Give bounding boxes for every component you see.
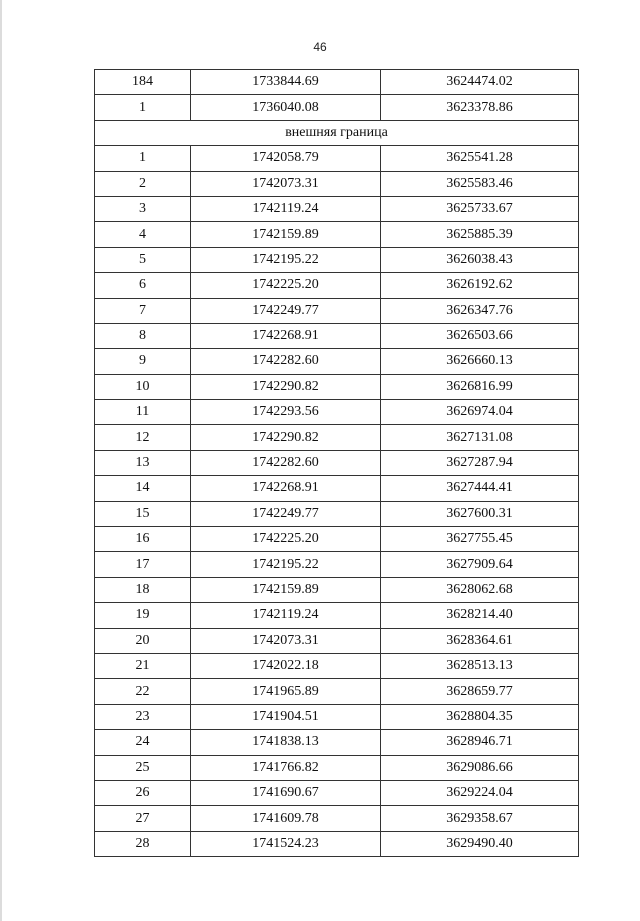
point-number-cell: 14	[95, 476, 191, 501]
x-coordinate-cell: 1741690.67	[191, 780, 381, 805]
x-coordinate-cell: 1736040.08	[191, 95, 381, 120]
table-row	[95, 730, 579, 755]
point-number-cell: 5	[95, 247, 191, 272]
point-number-cell: 10	[95, 374, 191, 399]
table-row	[95, 95, 579, 120]
point-number-cell: 15	[95, 501, 191, 526]
y-coordinate-cell: 3626660.13	[381, 349, 579, 374]
point-number-cell: 4	[95, 222, 191, 247]
y-coordinate-cell: 3625885.39	[381, 222, 579, 247]
x-coordinate-cell: 1741524.23	[191, 831, 381, 856]
y-coordinate-cell: 3625541.28	[381, 146, 579, 171]
y-coordinate-cell: 3627131.08	[381, 425, 579, 450]
x-coordinate-cell: 1742290.82	[191, 425, 381, 450]
table-row	[95, 780, 579, 805]
x-coordinate-cell: 1742195.22	[191, 552, 381, 577]
scan-edge	[0, 0, 2, 921]
table-row	[95, 501, 579, 526]
table-row	[95, 552, 579, 577]
point-number-cell: 13	[95, 450, 191, 475]
point-number-cell: 24	[95, 730, 191, 755]
table-row	[95, 400, 579, 425]
x-coordinate-cell: 1742282.60	[191, 450, 381, 475]
page-number: 46	[313, 40, 327, 54]
y-coordinate-cell: 3628364.61	[381, 628, 579, 653]
point-number-cell: 23	[95, 704, 191, 729]
y-coordinate-cell: 3626038.43	[381, 247, 579, 272]
point-number-cell: 9	[95, 349, 191, 374]
point-number-cell: 7	[95, 298, 191, 323]
x-coordinate-cell: 1742022.18	[191, 653, 381, 678]
x-coordinate-cell: 1741838.13	[191, 730, 381, 755]
coordinates-table	[94, 69, 579, 857]
y-coordinate-cell: 3629224.04	[381, 780, 579, 805]
y-coordinate-cell: 3628804.35	[381, 704, 579, 729]
y-coordinate-cell: 3626816.99	[381, 374, 579, 399]
x-coordinate-cell: 1742159.89	[191, 222, 381, 247]
point-number-cell: 2	[95, 171, 191, 196]
table-row	[95, 527, 579, 552]
y-coordinate-cell: 3628659.77	[381, 679, 579, 704]
table-row	[95, 628, 579, 653]
point-number-cell: 28	[95, 831, 191, 856]
table-row	[95, 273, 579, 298]
y-coordinate-cell: 3627287.94	[381, 450, 579, 475]
table-row	[95, 349, 579, 374]
point-number-cell: 1	[95, 95, 191, 120]
x-coordinate-cell: 1742073.31	[191, 628, 381, 653]
table-row	[95, 171, 579, 196]
point-number-cell: 8	[95, 323, 191, 348]
point-number-cell: 1	[95, 146, 191, 171]
y-coordinate-cell: 3628214.40	[381, 603, 579, 628]
table-row	[95, 70, 579, 95]
table-row	[95, 653, 579, 678]
table-row	[95, 679, 579, 704]
x-coordinate-cell: 1742249.77	[191, 298, 381, 323]
x-coordinate-cell: 1742293.56	[191, 400, 381, 425]
table-row	[95, 323, 579, 348]
y-coordinate-cell: 3625733.67	[381, 196, 579, 221]
y-coordinate-cell: 3629490.40	[381, 831, 579, 856]
x-coordinate-cell: 1742058.79	[191, 146, 381, 171]
point-number-cell: 11	[95, 400, 191, 425]
table-row	[95, 374, 579, 399]
point-number-cell: 3	[95, 196, 191, 221]
x-coordinate-cell: 1742225.20	[191, 273, 381, 298]
table-row	[95, 196, 579, 221]
x-coordinate-cell: 1742249.77	[191, 501, 381, 526]
x-coordinate-cell: 1742119.24	[191, 196, 381, 221]
table-row	[95, 755, 579, 780]
table-row	[95, 577, 579, 602]
section-row	[95, 120, 579, 145]
point-number-cell: 184	[95, 70, 191, 95]
point-number-cell: 26	[95, 780, 191, 805]
y-coordinate-cell: 3629358.67	[381, 806, 579, 831]
table-row	[95, 806, 579, 831]
x-coordinate-cell: 1742290.82	[191, 374, 381, 399]
x-coordinate-cell: 1742282.60	[191, 349, 381, 374]
x-coordinate-cell: 1741766.82	[191, 755, 381, 780]
y-coordinate-cell: 3627909.64	[381, 552, 579, 577]
x-coordinate-cell: 1742159.89	[191, 577, 381, 602]
point-number-cell: 20	[95, 628, 191, 653]
x-coordinate-cell: 1742195.22	[191, 247, 381, 272]
coordinates-table-body	[95, 70, 579, 857]
x-coordinate-cell: 1742119.24	[191, 603, 381, 628]
point-number-cell: 17	[95, 552, 191, 577]
x-coordinate-cell: 1742268.91	[191, 323, 381, 348]
y-coordinate-cell: 3627600.31	[381, 501, 579, 526]
y-coordinate-cell: 3624474.02	[381, 70, 579, 95]
point-number-cell: 18	[95, 577, 191, 602]
table-row	[95, 831, 579, 856]
y-coordinate-cell: 3625583.46	[381, 171, 579, 196]
y-coordinate-cell: 3626192.62	[381, 273, 579, 298]
point-number-cell: 16	[95, 527, 191, 552]
y-coordinate-cell: 3626974.04	[381, 400, 579, 425]
table-row	[95, 247, 579, 272]
point-number-cell: 25	[95, 755, 191, 780]
y-coordinate-cell: 3627755.45	[381, 527, 579, 552]
table-row	[95, 603, 579, 628]
point-number-cell: 27	[95, 806, 191, 831]
table-row	[95, 704, 579, 729]
x-coordinate-cell: 1741609.78	[191, 806, 381, 831]
table-row	[95, 425, 579, 450]
point-number-cell: 19	[95, 603, 191, 628]
y-coordinate-cell: 3628062.68	[381, 577, 579, 602]
point-number-cell: 6	[95, 273, 191, 298]
x-coordinate-cell: 1741965.89	[191, 679, 381, 704]
x-coordinate-cell: 1742073.31	[191, 171, 381, 196]
table-row	[95, 298, 579, 323]
y-coordinate-cell: 3628513.13	[381, 653, 579, 678]
y-coordinate-cell: 3626347.76	[381, 298, 579, 323]
table-row	[95, 222, 579, 247]
point-number-cell: 12	[95, 425, 191, 450]
y-coordinate-cell: 3628946.71	[381, 730, 579, 755]
y-coordinate-cell: 3626503.66	[381, 323, 579, 348]
y-coordinate-cell: 3629086.66	[381, 755, 579, 780]
x-coordinate-cell: 1742268.91	[191, 476, 381, 501]
x-coordinate-cell: 1742225.20	[191, 527, 381, 552]
table-row	[95, 450, 579, 475]
point-number-cell: 21	[95, 653, 191, 678]
x-coordinate-cell: 1733844.69	[191, 70, 381, 95]
y-coordinate-cell: 3623378.86	[381, 95, 579, 120]
point-number-cell: 22	[95, 679, 191, 704]
table-row	[95, 146, 579, 171]
x-coordinate-cell: 1741904.51	[191, 704, 381, 729]
table-row	[95, 476, 579, 501]
y-coordinate-cell: 3627444.41	[381, 476, 579, 501]
section-label: внешняя граница	[95, 120, 579, 145]
